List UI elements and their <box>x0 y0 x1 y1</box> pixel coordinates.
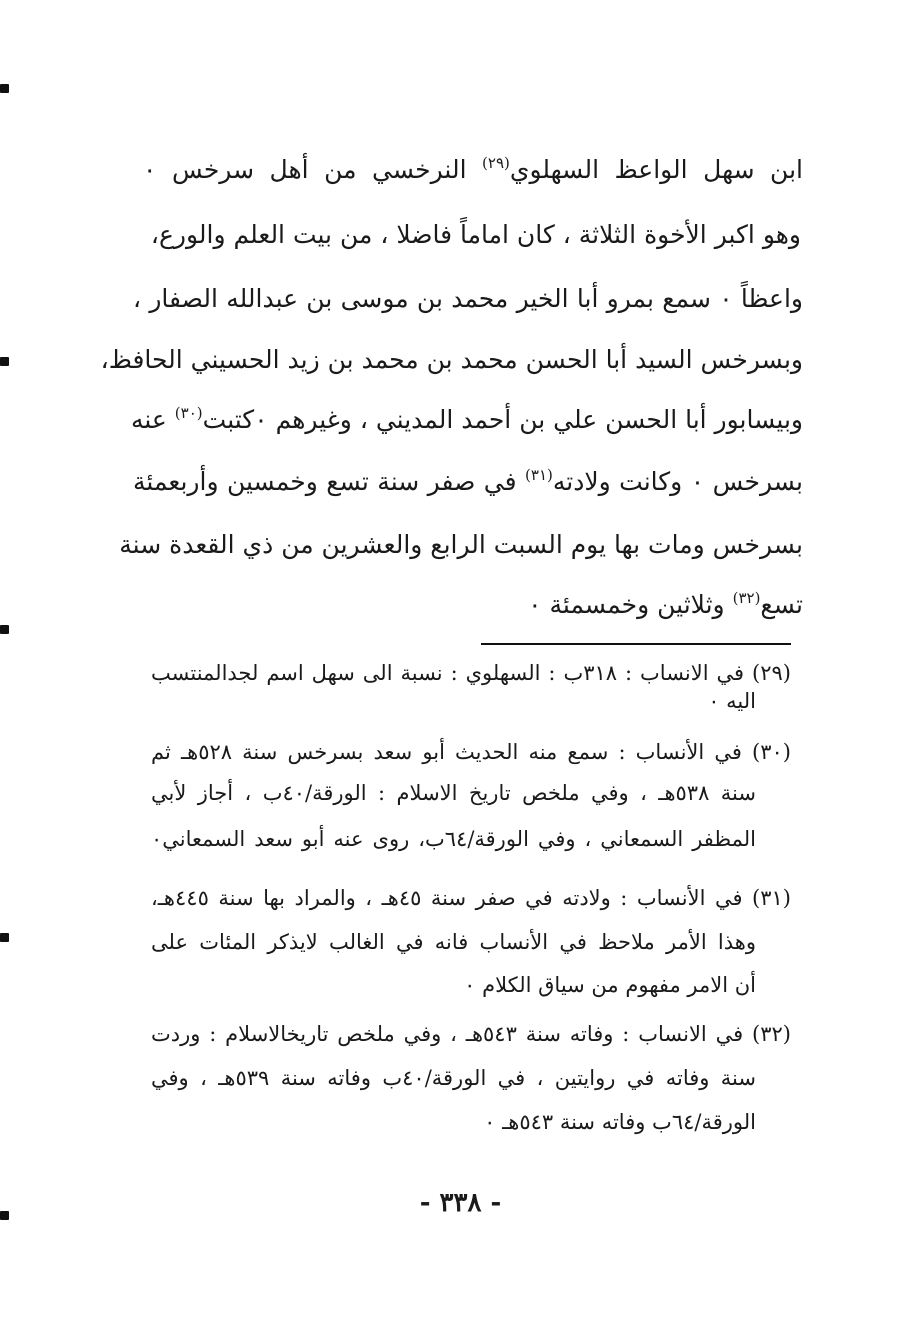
scan-edge-mark <box>0 933 9 942</box>
footnote-31-line-3 <box>151 968 756 1002</box>
footnote-text: في الانساب : ٣١٨ب : السهلوي : نسبة الى سهل اسم لجدالمنتسب <box>151 661 745 685</box>
footnote-text: في الأنساب : سمع منه الحديث أبو سعد بسرخس سنة ٥٢٨هـ ثم <box>151 740 742 764</box>
body-text: عنه <box>130 405 167 434</box>
body-line-4 <box>100 340 803 380</box>
footnote-text: في الأنساب : ولادته في صفر سنة ٤٥هـ ، والمراد بها سنة ٤٤٥هـ، <box>151 886 743 910</box>
footnote-30-line-3 <box>151 822 756 856</box>
body-text: وبيسابور أبا الحسن علي بن أحمد المديني ، وغيرهم ٠كتبت <box>202 405 803 434</box>
footnote-number: (٣٠) <box>752 740 791 764</box>
footnote-text: أن الامر مفهوم من سياق الكلام ٠ <box>464 973 756 997</box>
footnote-32-line-1 <box>151 1017 791 1051</box>
scan-edge-mark <box>0 357 9 366</box>
body-line-7 <box>119 525 803 565</box>
footnote-text: اليه ٠ <box>708 689 756 713</box>
footnote-31-line-2 <box>151 925 756 959</box>
footnote-ref-29: (٢٩) <box>482 154 510 172</box>
footnote-number: (٢٩) <box>752 661 791 685</box>
footnote-text: سنة وفاته في روايتين ، في الورقة/٤٠ب وفاته سنة ٥٣٩هـ ، وفي <box>151 1066 756 1090</box>
body-text: وبسرخس السيد أبا الحسن محمد بن محمد بن زيد الحسيني الحافظ، <box>100 345 803 374</box>
body-text: واعظاً ٠ سمع بمرو أبا الخير محمد بن موسى بن عبدالله الصفار ، <box>133 284 803 313</box>
footnote-ref-31: (٣١) <box>525 466 553 484</box>
footnote-32-line-3 <box>151 1105 756 1139</box>
footnote-text: سنة ٥٣٨هـ ، وفي ملخص تاريخ الاسلام : الورقة/٤٠ب ، أجاز لأبي <box>151 781 756 805</box>
body-text: بسرخس ٠ وكانت ولادته <box>552 467 803 496</box>
body-line-8 <box>133 585 803 625</box>
footnote-number: (٣٢) <box>752 1022 791 1046</box>
footnote-ref-30: (٣٠) <box>174 404 203 422</box>
body-text: بسرخس ومات بها يوم السبت الرابع والعشرين من ذي القعدة سنة <box>119 530 803 559</box>
body-line-1 <box>143 150 803 190</box>
body-text: في صفر سنة تسع وخمسين وأربعمئة <box>133 467 517 496</box>
footnote-32-line-2 <box>151 1061 756 1095</box>
footnote-ref-32: (٣٢) <box>732 589 761 607</box>
footnote-30-line-1 <box>151 735 791 769</box>
footnote-number: (٣١) <box>752 886 791 910</box>
footnote-text: وهذا الأمر ملاحظ في الأنساب فانه في الغالب لايذكر المئات على <box>151 930 756 954</box>
body-line-6 <box>133 462 803 502</box>
body-line-2 <box>150 215 801 255</box>
scan-edge-mark <box>0 84 9 93</box>
footnote-text: المظفر السمعاني ، وفي الورقة/٦٤ب، روى عنه أبو سعد السمعاني٠ <box>151 827 757 851</box>
body-line-5 <box>130 400 803 440</box>
body-text: وهو اكبر الأخوة الثلاثة ، كان اماماً فاضلا ، من بيت العلم والورع، <box>150 220 801 249</box>
footnote-29-line-2 <box>151 684 756 718</box>
page-number: - ٣٣٨ - <box>419 1188 502 1218</box>
footnote-31-line-1 <box>151 881 791 915</box>
footnote-text: الورقة/٦٤ب وفاته سنة ٥٤٣هـ ٠ <box>484 1110 756 1134</box>
body-text: وثلاثين وخمسمئة ٠ <box>528 590 725 619</box>
body-text: ابن سهل الواعظ السهلوي <box>509 155 803 184</box>
scan-edge-mark <box>0 625 9 634</box>
footnote-text: في الانساب : وفاته سنة ٥٤٣هـ ، وفي ملخص تاريخالاسلام : وردت <box>151 1022 744 1046</box>
body-text: تسع <box>760 590 803 619</box>
body-text: النرخسي من أهل سرخس ٠ <box>143 155 467 184</box>
footnote-30-line-2 <box>151 776 756 810</box>
footnote-separator <box>481 643 791 645</box>
body-line-3 <box>133 279 803 319</box>
